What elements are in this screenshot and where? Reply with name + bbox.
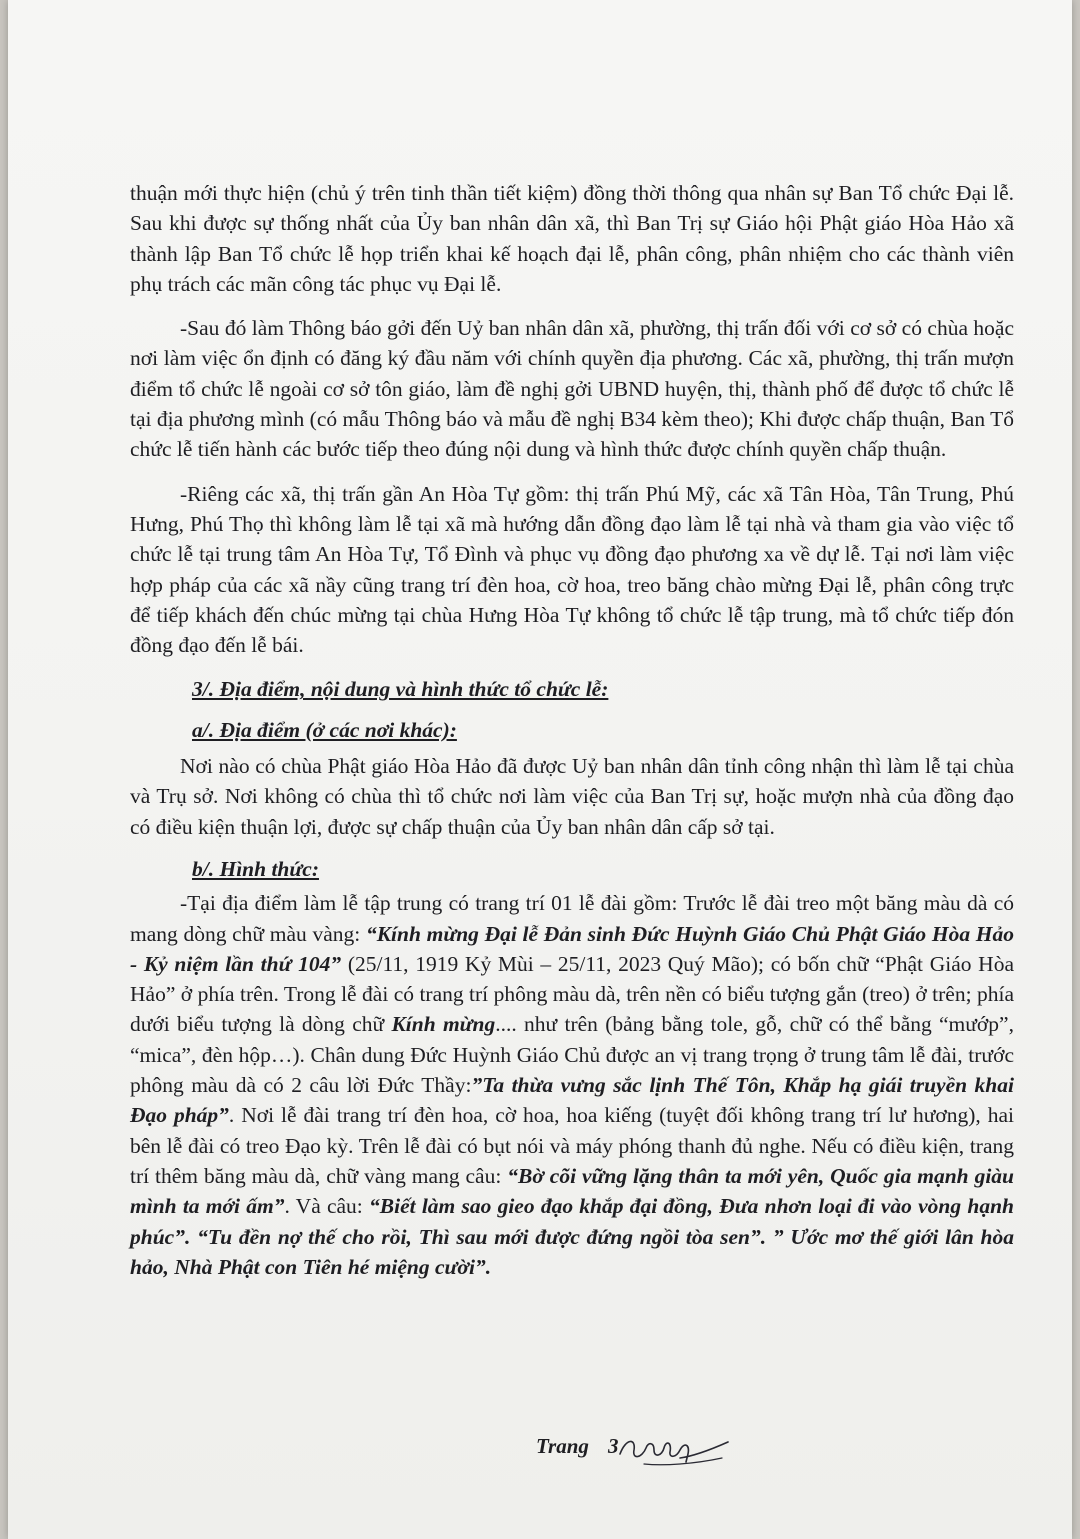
document-body	[130, 178, 1014, 1282]
section-b-heading: b/. Hình thức:	[192, 856, 319, 881]
signature-mark	[614, 1428, 734, 1472]
section-b-text-part: . Và câu:	[284, 1194, 370, 1219]
paragraph-notification: -Sau đó làm Thông báo gởi đến Uỷ ban nhân dân xã, phường, thị trấn đối với cơ sở có chùa hoặc nơi làm việc ổn định có đăng ký đầu năm với chính quyền địa phương. Các xã, phường, thị trấn mượn điểm tổ chức lễ ngoài cơ sở tôn giáo, làm đề nghị gởi UBND huyện, thị, thành phố để được tổ chức lễ tại địa phương mình (có mẫu Thông báo và mẫu đề nghị B34 kèm theo); Khi được chấp thuận, Ban Tổ chức lễ tiến hành các bước tiếp theo đúng nội dung và hình thức được chính quyền chấp thuận.	[130, 316, 1014, 462]
page-number: 3	[608, 1434, 619, 1458]
paragraph-continuation: thuận mới thực hiện (chủ ý trên tinh thần tiết kiệm) đồng thời thông qua nhân sự Ban Tổ chức Đại lễ. Sau khi được sự thống nhất của Ủy ban nhân dân xã, thì Ban Trị sự Giáo hội Phật giáo Hòa Hảo xã thành lập Ban Tổ chức lễ họp triển khai kế hoạch đại lễ, phân công, phân nhiệm cho các thành viên phụ trách các mãn công tác phục vụ Đại lễ.	[130, 181, 1014, 296]
duc-thay-quote: ”Ta thừa vưng sắc lịnh Thế Tôn, Khắp hạ giái truyền khai Đạo pháp”	[130, 1073, 1014, 1128]
document-page	[8, 0, 1072, 1539]
page-label: Trang	[536, 1434, 589, 1458]
section-a-text: Nơi nào có chùa Phật giáo Hòa Hảo đã được Uỷ ban nhân dân tỉnh công nhận thì làm lễ tại chùa và Trụ sở. Nơi không có chùa thì tổ chức nơi làm việc của Ban Trị sự, hoặc mượn nhà của đồng đạo có điều kiện thuận lợi, được sự chấp thuận của Ủy ban nhân dân cấp sở tại.	[130, 754, 1014, 839]
section-b-text-part: (25/11, 1919 Kỷ Mùi – 25/11, 2023 Quý Mão); có bốn chữ “Phật Giáo Hòa Hảo” ở phía trên. Trong lễ đài có trang trí phông màu dà, trên nền có biểu tượng gắn (treo) ở trên; phía dưới biểu tượng là dòng chữ	[130, 951, 1014, 1037]
page-footer	[536, 1428, 756, 1476]
kinh-mung-phrase: Kính mừng	[391, 1012, 496, 1037]
nation-quote: “Bờ cõi vững lặng thân ta mới yên, Quốc gia mạnh giàu mình ta mới ấm”	[130, 1163, 1014, 1219]
section-b-text-part: .... như trên (bảng bằng tole, gỗ, chữ có thể bằng “mướp”, “mica”, đèn hộp…). Chân dung Đức Huỳnh Giáo Chủ được an vị trang trọng ở trung tâm lễ đài, trước phông màu dà có 2 câu lời Đức Thầy:	[130, 1012, 1014, 1098]
section-b-text-part: -Tại địa điểm làm lễ tập trung có trang trí 01 lễ đài gồm: Trước lễ đài treo một băng màu dà có mang dòng chữ màu vàng:	[130, 891, 1014, 946]
section-3-heading: 3/. Địa điểm, nội dung và hình thức tổ chức lễ:	[192, 677, 609, 702]
paragraph-an-hoa-tu: -Riêng các xã, thị trấn gần An Hòa Tự gồm: thị trấn Phú Mỹ, các xã Tân Hòa, Tân Trung, Phú Hưng, Phú Thọ thì không làm lễ tại xã mà hướng dẫn đồng đạo làm lễ tại nhà và tham gia vào việc tổ chức lễ tại trung tâm An Hòa Tự, Tổ Đình và phục vụ đồng đạo phương xa về dự lễ. Tại nơi làm việc hợp pháp của các xã nầy cũng trang trí đèn hoa, cờ hoa, treo băng chào mừng Đại lễ, phân công trực để tiếp khách đến chúc mừng tại chùa Hưng Hòa Tự không tổ chức lễ tập trung, mà tổ chức tiếp đón đồng đạo đến lễ bái.	[130, 481, 1014, 658]
section-a-heading: a/. Địa điểm (ở các nơi khác):	[192, 717, 457, 742]
banner-quote: “Kính mừng Đại lễ Đản sinh Đức Huỳnh Giáo Chủ Phật Giáo Hòa Hảo - Kỷ niệm lần thứ 104”	[130, 921, 1015, 976]
section-b-text	[130, 888, 1014, 1282]
section-b-text-part: . Nơi lễ đài trang trí đèn hoa, cờ hoa, hoa kiếng (tuyệt đối không trang trí lư hương), hai bên lễ đài có treo Đạo kỳ. Trên lễ đài có bụt nói và máy phóng thanh đủ nghe. Nếu có điều kiện, trang trí thêm băng màu dà, chữ vàng mang câu:	[130, 1103, 1014, 1188]
closing-quotes: “Biết làm sao gieo đạo khắp đại đồng, Đưa nhơn loại đi vào vòng hạnh phúc”. “Tu đền nợ thế cho rồi, Thì sau mới được đứng ngồi tòa sen”. ” Ước mơ thế giới lân hòa hảo, Nhà Phật con Tiên hé miệng cười”.	[130, 1194, 1014, 1279]
